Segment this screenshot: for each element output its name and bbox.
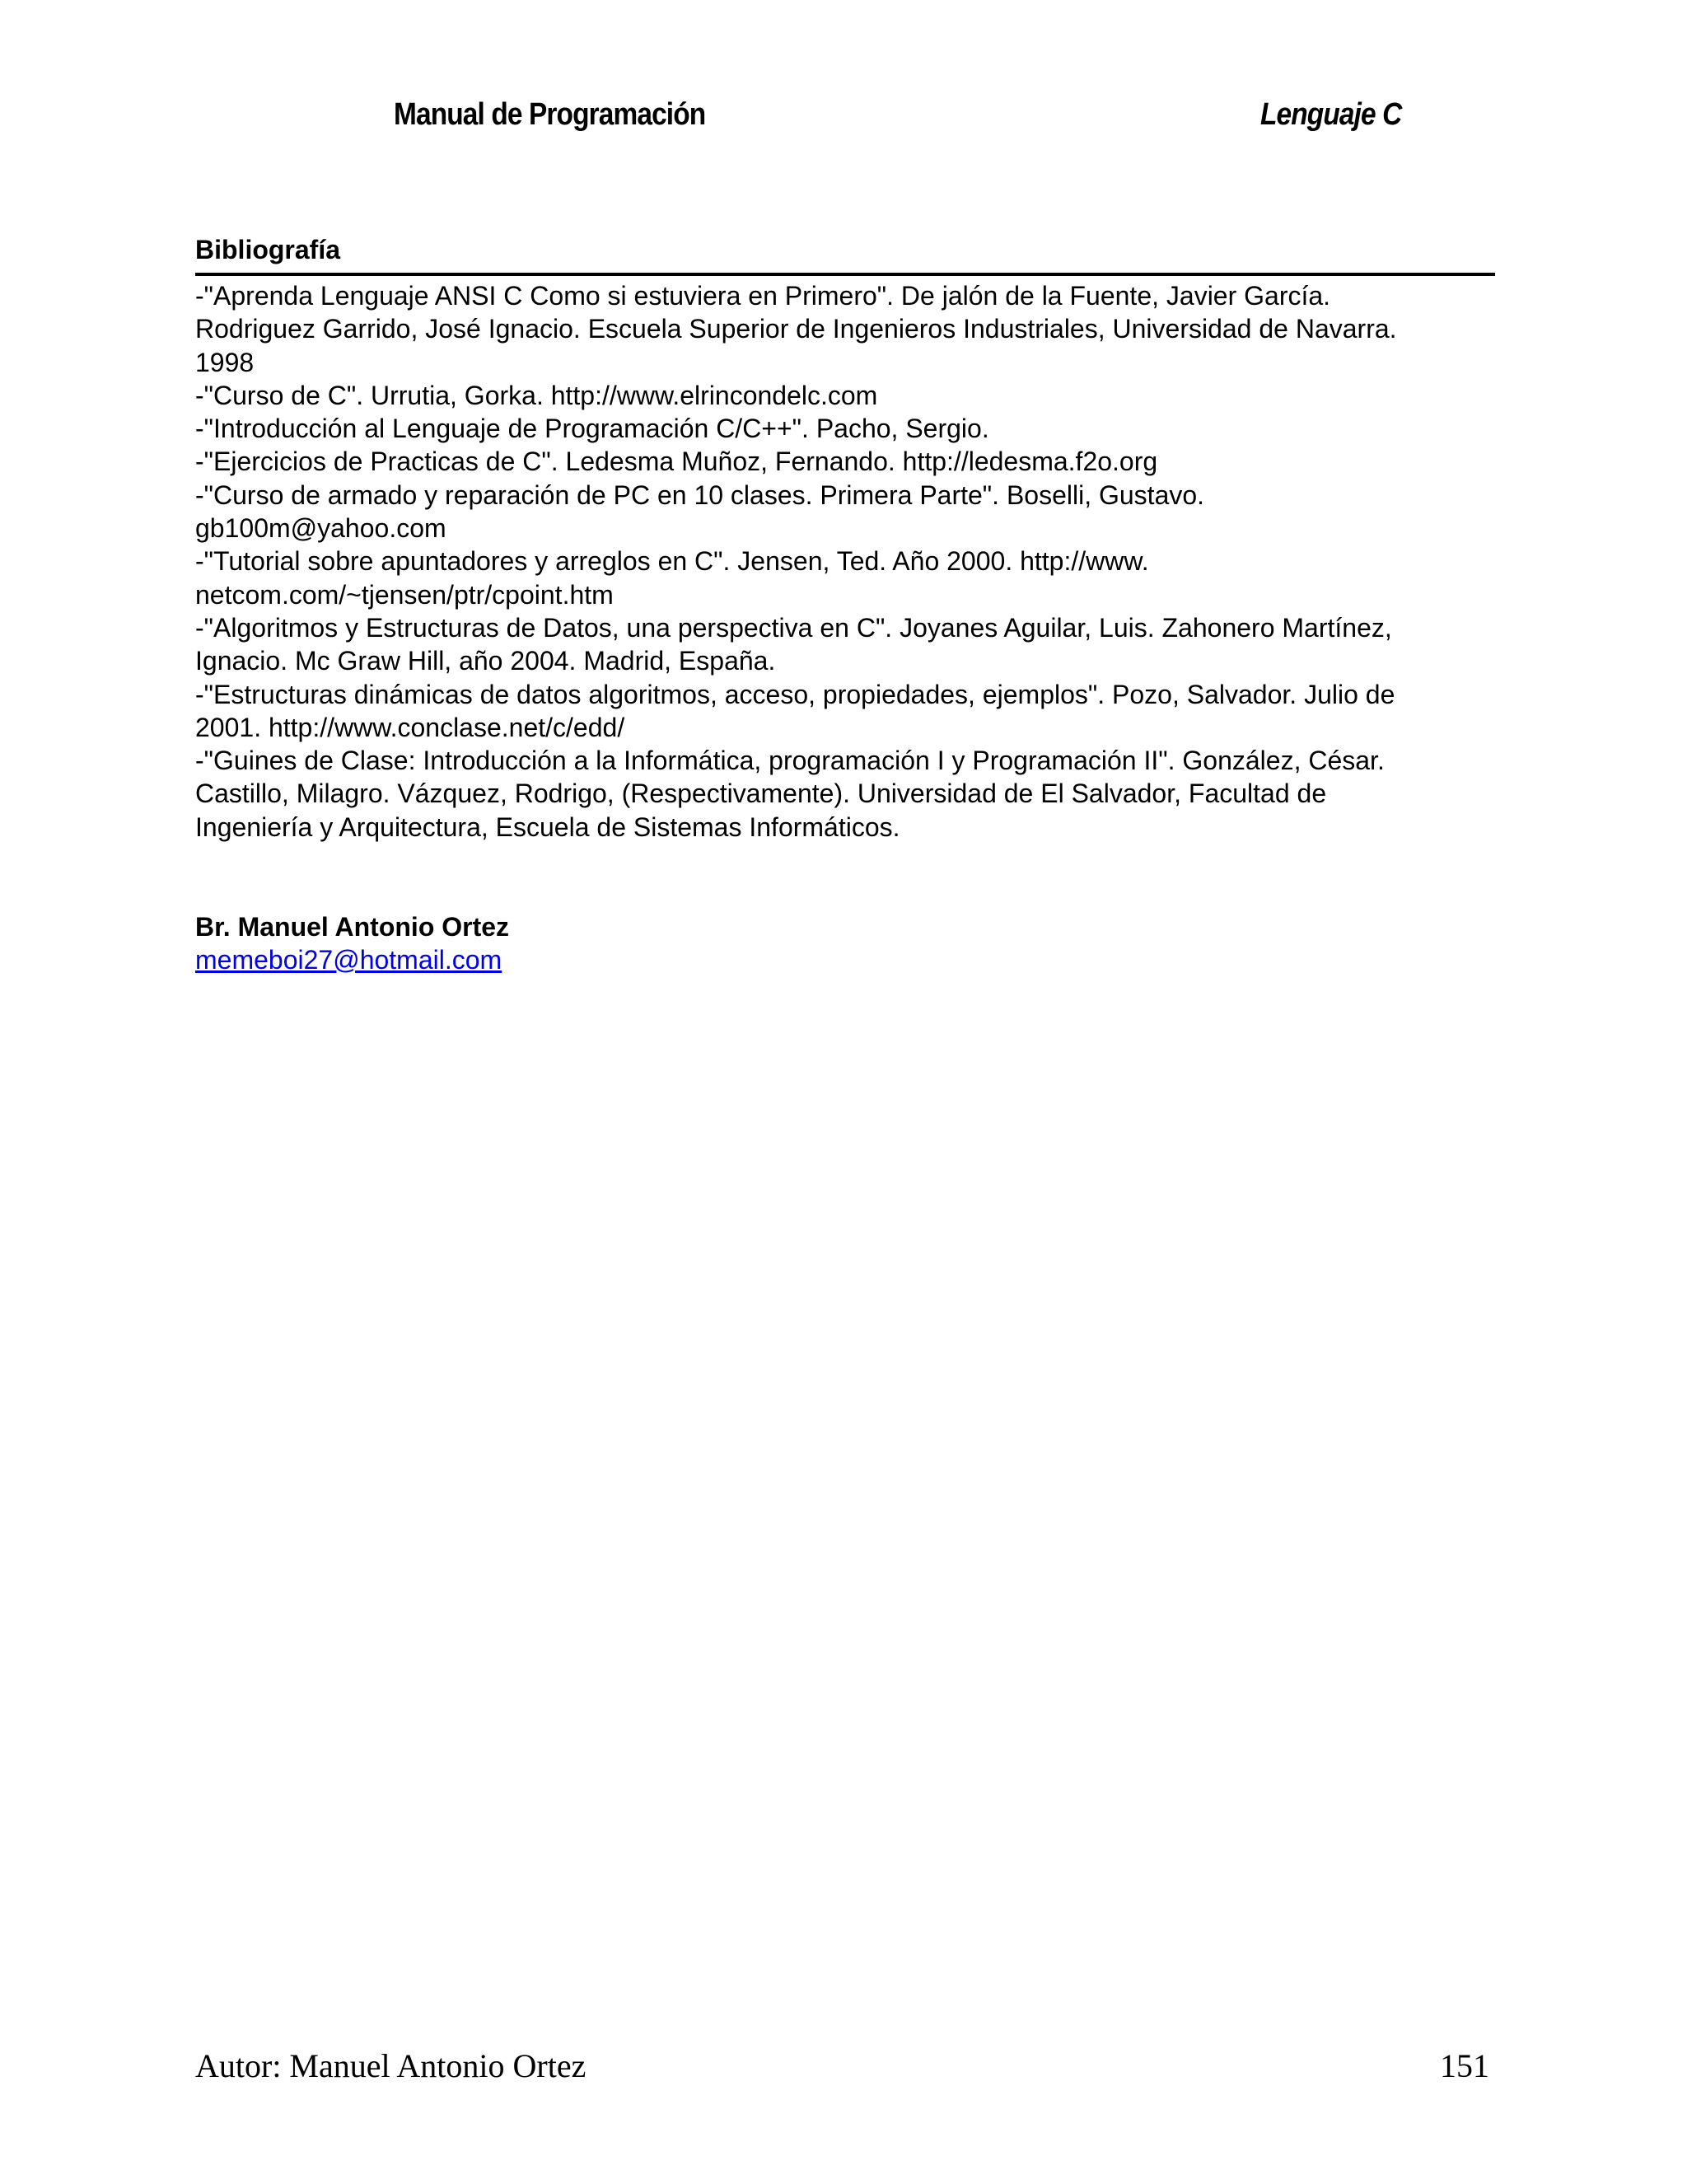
header-language-title: Lenguaje C (1260, 97, 1402, 132)
bibliography-line: -"Introducción al Lenguaje de Programación C/C++". Pacho, Sergio. (195, 414, 989, 444)
page-header (0, 97, 1687, 138)
bibliography-line: -"Guines de Clase: Introducción a la Informática, programación I y Programación II". González, César. (195, 746, 1385, 776)
bibliography-line: gb100m@yahoo.com (195, 513, 446, 544)
header-manual-title: Manual de Programación (394, 97, 706, 132)
bibliography-line: 1998 (195, 347, 255, 377)
bibliography-line: Ignacio. Mc Graw Hill, año 2004. Madrid, España. (195, 646, 776, 676)
bibliography-line: Castillo, Milagro. Vázquez, Rodrigo, (Respectivamente). Universidad de El Salvador, Facultad de (195, 779, 1327, 809)
page-content (195, 233, 1495, 976)
bibliography-line: 2001. http://www.conclase.net/c/edd/ (195, 712, 625, 742)
footer-author: Autor: Manuel Antonio Ortez (195, 2047, 586, 2084)
bibliography-line: -"Curso de armado y reparación de PC en 10 clases. Primera Parte". Boselli, Gustavo. (195, 479, 1205, 510)
bibliography-line: -"Estructuras dinámicas de datos algoritmos, acceso, propiedades, ejemplos". Pozo, Salvador. Julio de (195, 679, 1395, 709)
section-title: Bibliografía (195, 235, 341, 264)
author-name: Br. Manuel Antonio Ortez (195, 912, 510, 942)
bibliography-line: -"Ejercicios de Practicas de C". Ledesma Muñoz, Fernando. http://ledesma.f2o.org (195, 447, 1158, 477)
page-footer (0, 2046, 1687, 2088)
bibliography-line: netcom.com/~tjensen/ptr/cpoint.htm (195, 579, 614, 610)
author-block (195, 910, 1495, 976)
bibliography-line: Ingeniería y Arquitectura, Escuela de Sistemas Informáticos. (195, 811, 900, 842)
bibliography-line: -"Algoritmos y Estructuras de Datos, una perspectiva en C". Joyanes Aguilar, Luis. Zahonero Martínez, (195, 612, 1392, 643)
title-rule (195, 273, 1495, 276)
page-number: 151 (1440, 2047, 1489, 2084)
author-email-link[interactable]: memeboi27@hotmail.com (195, 945, 502, 975)
bibliography-line: -"Curso de C". Urrutia, Gorka. http://www.elrincondelc.com (195, 380, 878, 410)
bibliography-line: -"Aprenda Lenguaje ANSI C Como si estuviera en Primero". De jalón de la Fuente, Javier García. (195, 281, 1331, 311)
bibliography-line: -"Tutorial sobre apuntadores y arreglos en C". Jensen, Ted. Año 2000. http://www. (195, 546, 1149, 577)
bibliography-line: Rodriguez Garrido, José Ignacio. Escuela Superior de Ingenieros Industriales, Universidad de Navarra. (195, 314, 1397, 344)
bibliography-list (195, 279, 1495, 844)
